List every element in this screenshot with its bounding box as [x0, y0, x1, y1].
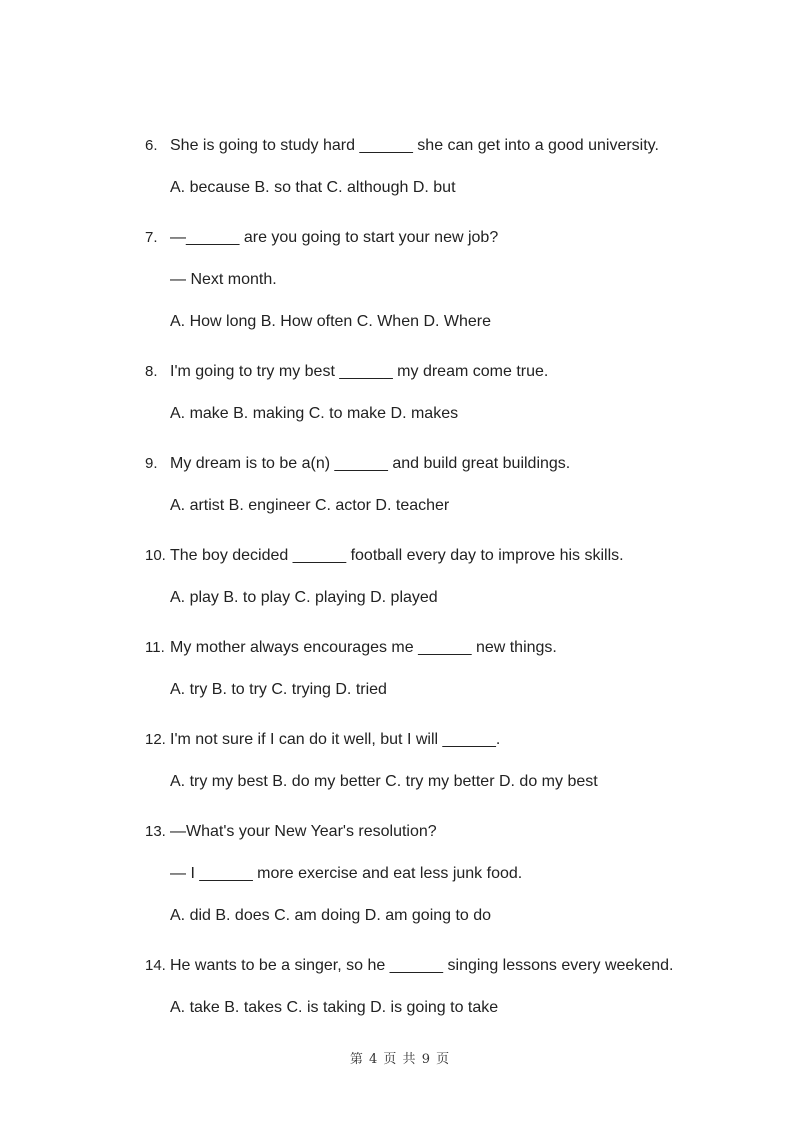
question-text: I'm not sure if I can do it well, but I will ______. — [170, 731, 501, 748]
question-text: My mother always encourages me ______ new things. — [170, 639, 557, 656]
question-text: She is going to study hard ______ she can get into a good university. — [170, 137, 659, 154]
question-number: 7. — [145, 229, 158, 246]
question-number: 10. — [145, 547, 166, 564]
dialogue-line: — Next month. — [170, 271, 277, 288]
question-options: A. take B. takes C. is taking D. is going to take — [170, 999, 499, 1016]
dialogue-line: — I ______ more exercise and eat less junk food. — [170, 865, 523, 882]
question-10 — [145, 546, 624, 566]
question-12 — [145, 730, 500, 750]
question-9 — [145, 454, 570, 474]
question-number: 8. — [145, 363, 158, 380]
question-options: A. How long B. How often C. When D. Where — [170, 313, 492, 330]
question-number: 6. — [145, 137, 158, 154]
question-options: A. try my best B. do my better C. try my better D. do my best — [170, 773, 598, 790]
question-13 — [145, 822, 437, 842]
question-text: The boy decided ______ football every day to improve his skills. — [170, 547, 624, 564]
question-14 — [145, 956, 673, 976]
question-6 — [145, 136, 659, 156]
question-number: 14. — [145, 957, 166, 974]
question-options: A. artist B. engineer C. actor D. teacher — [170, 497, 450, 514]
question-text: I'm going to try my best ______ my dream come true. — [170, 363, 549, 380]
question-options: A. did B. does C. am doing D. am going to do — [170, 907, 492, 924]
question-text: —What's your New Year's resolution? — [170, 823, 437, 840]
question-text: —______ are you going to start your new job? — [170, 229, 499, 246]
question-options: A. because B. so that C. although D. but — [170, 179, 456, 196]
question-7 — [145, 228, 498, 248]
question-number: 11. — [145, 639, 165, 656]
page-number-footer: 第 4 页 共 9 页 — [349, 1052, 451, 1067]
question-options: A. play B. to play C. playing D. played — [170, 589, 438, 606]
question-text: My dream is to be a(n) ______ and build great buildings. — [170, 455, 571, 472]
question-number: 9. — [145, 455, 158, 472]
question-number: 13. — [145, 823, 166, 840]
question-options: A. make B. making C. to make D. makes — [170, 405, 459, 422]
question-options: A. try B. to try C. trying D. tried — [170, 681, 387, 698]
question-8 — [145, 362, 548, 382]
question-text: He wants to be a singer, so he ______ singing lessons every weekend. — [170, 957, 674, 974]
question-11 — [145, 638, 557, 658]
question-number: 12. — [145, 731, 166, 748]
